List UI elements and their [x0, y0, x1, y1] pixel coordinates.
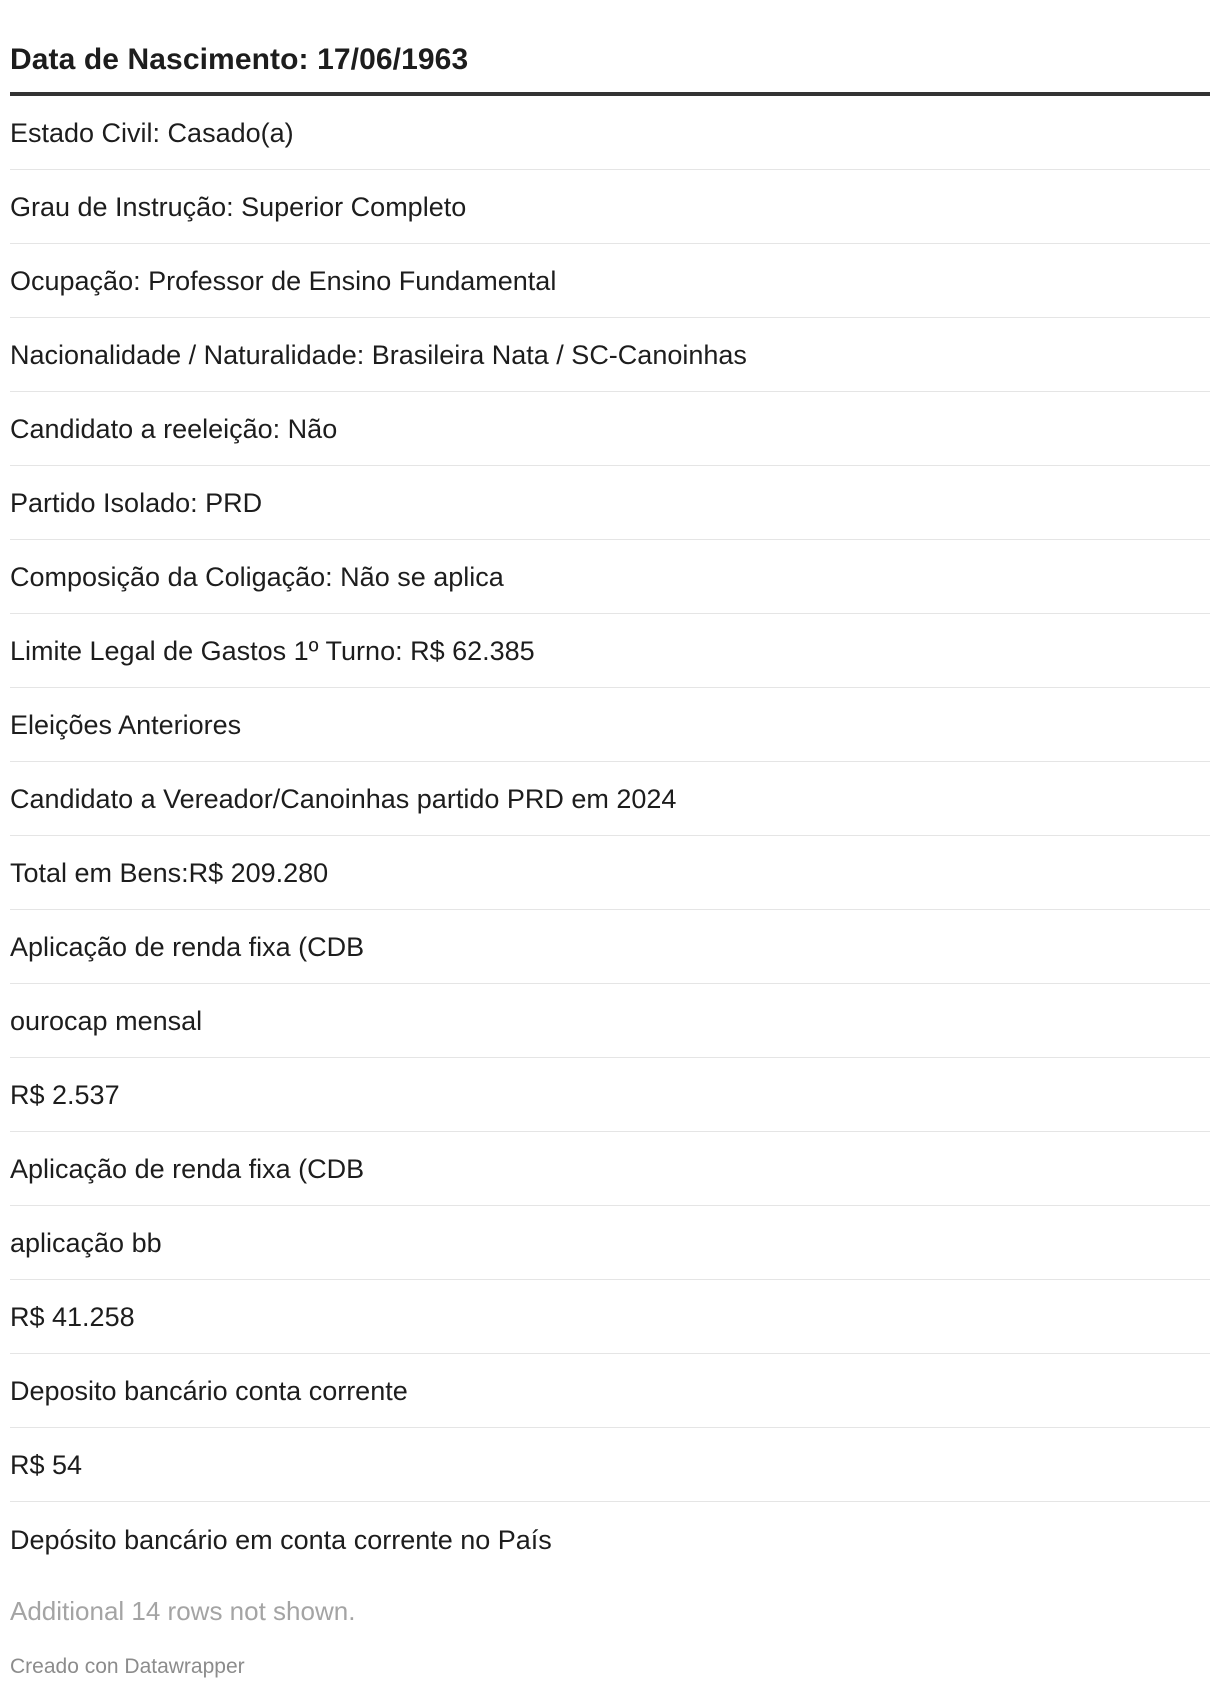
table-row [10, 96, 1210, 170]
table-cell: aplicação bb [10, 1228, 162, 1258]
table-header [10, 0, 1210, 96]
table-row [10, 1354, 1210, 1428]
table-row [10, 1058, 1210, 1132]
table-cell: Estado Civil: Casado(a) [10, 118, 294, 148]
table-cell: R$ 54 [10, 1450, 83, 1480]
table-cell: Candidato a reeleição: Não [10, 414, 338, 444]
table-row [10, 762, 1210, 836]
table-row [10, 1502, 1210, 1576]
table-row [10, 1132, 1210, 1206]
table-row [10, 466, 1210, 540]
footer-credit: Creado con Datawrapper [10, 1655, 245, 1678]
table-cell: Total em Bens:R$ 209.280 [10, 858, 329, 888]
table-row [10, 688, 1210, 762]
table-cell: Aplicação de renda fixa (CDB [10, 932, 365, 962]
table-row [10, 836, 1210, 910]
table-row [10, 1280, 1210, 1354]
table-cell: R$ 2.537 [10, 1080, 120, 1110]
table-body [10, 96, 1210, 1576]
table-row [10, 170, 1210, 244]
datawrapper-table [10, 0, 1210, 1679]
table-row [10, 392, 1210, 466]
table-cell: Deposito bancário conta corrente [10, 1376, 408, 1406]
table-cell: Limite Legal de Gastos 1º Turno: R$ 62.385 [10, 636, 535, 666]
table-cell: R$ 41.258 [10, 1302, 135, 1332]
table-row [10, 540, 1210, 614]
table-cell: Ocupação: Professor de Ensino Fundamental [10, 266, 557, 296]
table-cell: Candidato a Vereador/Canoinhas partido PRD em 2024 [10, 784, 677, 814]
table-row [10, 614, 1210, 688]
table-cell: Aplicação de renda fixa (CDB [10, 1154, 365, 1184]
table-cell: Composição da Coligação: Não se aplica [10, 562, 504, 592]
table-row [10, 984, 1210, 1058]
table-cell: Grau de Instrução: Superior Completo [10, 192, 467, 222]
table-cell: Partido Isolado: PRD [10, 488, 263, 518]
table-row [10, 318, 1210, 392]
table-row [10, 244, 1210, 318]
table-row [10, 910, 1210, 984]
table-row [10, 1428, 1210, 1502]
more-rows-note: Additional 14 rows not shown. [10, 1596, 356, 1626]
table-header-label: Data de Nascimento: 17/06/1963 [10, 43, 469, 76]
table-cell: Eleições Anteriores [10, 710, 242, 740]
table-cell: Depósito bancário em conta corrente no País [10, 1524, 552, 1555]
table-cell: ourocap mensal [10, 1006, 203, 1036]
table-row [10, 1206, 1210, 1280]
table-cell: Nacionalidade / Naturalidade: Brasileira Nata / SC-Canoinhas [10, 340, 747, 370]
